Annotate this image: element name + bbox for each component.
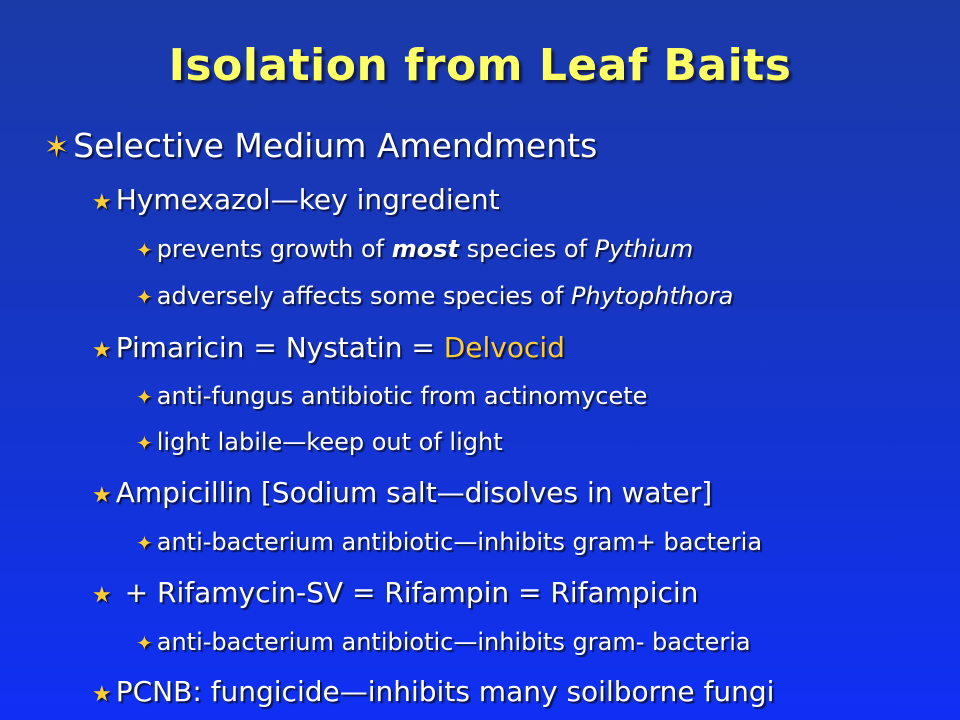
bullet-text: adversely affects some species of xyxy=(156,282,572,310)
bullet-light-labile xyxy=(136,428,503,456)
genus-name: Pythium xyxy=(594,235,694,263)
sparkle-bullet-icon: ✦ xyxy=(136,238,153,262)
bullet-pimaricin xyxy=(92,331,565,364)
bullet-text: Ampicillin [Sodium salt—disolves in water] xyxy=(115,476,713,509)
bullet-text: anti-fungus antibiotic from actinomycete xyxy=(156,382,648,410)
bullet-prevents-growth xyxy=(136,235,693,263)
star-bullet-icon: ★ xyxy=(92,338,112,363)
emphasis-text: most xyxy=(391,235,459,263)
genus-name: Phytophthora xyxy=(571,282,734,310)
bullet-selective-medium xyxy=(44,126,597,165)
bullet-text: anti-bacterium antibiotic—inhibits gram+ bacteria xyxy=(156,528,763,556)
bullet-text: Selective Medium Amendments xyxy=(73,126,598,165)
bullet-text: anti-bacterium antibiotic—inhibits gram- bacteria xyxy=(156,628,751,656)
bullet-text: prevents growth of xyxy=(156,235,392,263)
bullet-text: Hymexazol—key ingredient xyxy=(115,183,500,216)
sparkle-bullet-icon: ✦ xyxy=(136,631,153,655)
sparkle-bullet-icon: ✦ xyxy=(136,385,153,409)
bullet-rifamycin xyxy=(92,576,698,609)
star-bullet-icon: ★ xyxy=(92,483,112,508)
star-bullet-icon: ✶ xyxy=(44,130,70,165)
bullet-text: PCNB: fungicide—inhibits many soilborne fungi xyxy=(115,675,775,708)
bullet-text: Pimaricin = Nystatin = xyxy=(115,331,444,364)
bullet-text: light labile—keep out of light xyxy=(156,428,503,456)
bullet-anti-bacterium-gram-minus xyxy=(136,628,751,656)
sparkle-bullet-icon: ✦ xyxy=(136,285,153,309)
star-bullet-icon: ★ xyxy=(92,583,112,608)
bullet-text: species of xyxy=(459,235,595,263)
star-bullet-icon: ★ xyxy=(92,682,112,707)
highlighted-text: Delvocid xyxy=(443,331,565,364)
bullet-adversely-affects xyxy=(136,282,733,310)
sparkle-bullet-icon: ✦ xyxy=(136,531,153,555)
sparkle-bullet-icon: ✦ xyxy=(136,431,153,455)
star-bullet-icon: ★ xyxy=(92,190,112,215)
bullet-anti-fungus xyxy=(136,382,647,410)
bullet-anti-bacterium-gram-plus xyxy=(136,528,762,556)
slide-title: Isolation from Leaf Baits xyxy=(168,40,792,91)
bullet-text: + Rifamycin-SV = Rifampin = Rifampicin xyxy=(115,576,699,609)
bullet-pcnb xyxy=(92,675,774,708)
bullet-ampicillin xyxy=(92,476,712,509)
bullet-hymexazol xyxy=(92,183,500,216)
